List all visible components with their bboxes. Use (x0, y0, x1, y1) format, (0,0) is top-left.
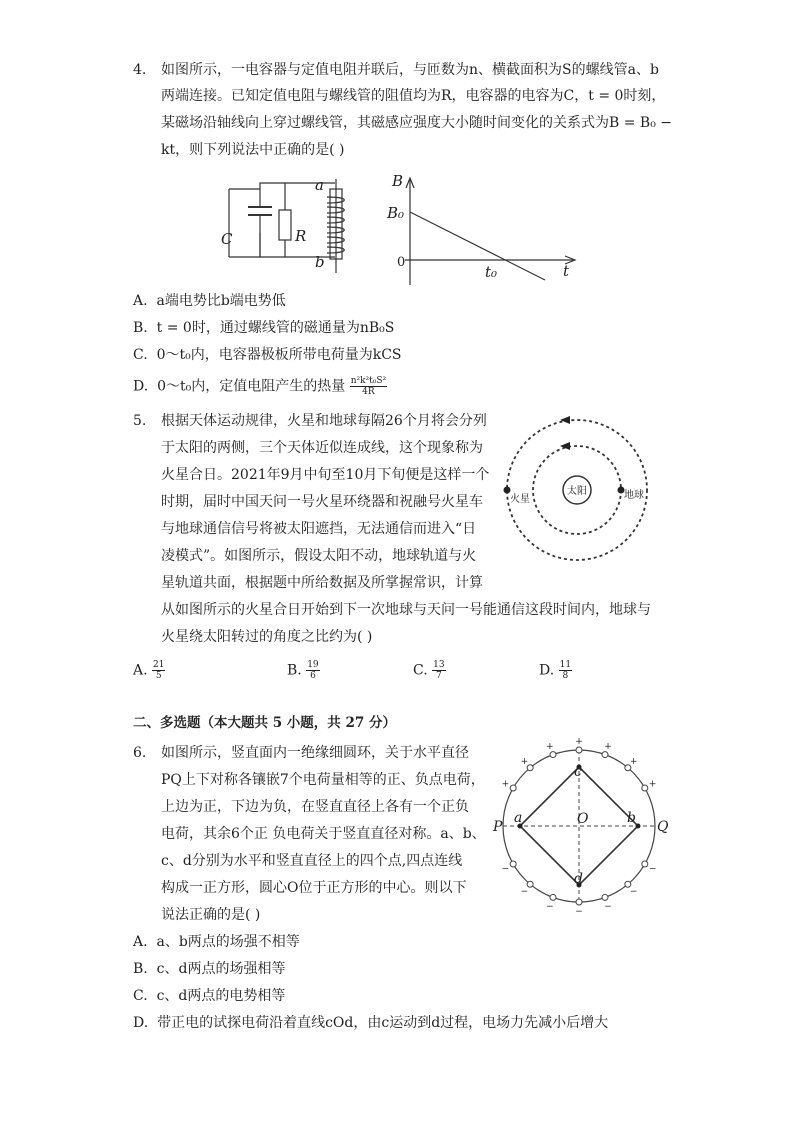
point-charge (576, 899, 582, 905)
fraction-denominator: 5 (155, 671, 162, 681)
fraction-numerator: 21 (153, 660, 165, 670)
plus-sign: + (501, 779, 510, 790)
question-text-line: 根据天体运动规律，火星和地球每隔26个月将会分列 (161, 413, 487, 429)
question-text-line: 如图所示，一电容器与定值电阻并联后，与匝数为n、横截面积为S的螺线管a、b (161, 62, 659, 78)
axis-label-t: t (563, 262, 570, 280)
label-b: b (627, 810, 636, 826)
question-text-line: 两端连接。已知定值电阻与螺线管的阻值均为R，电容器的电容为C，t = 0时刻， (161, 88, 666, 104)
earth-label: 地球 (624, 490, 644, 501)
question-text-line: 如图所示，竖直面内一绝缘细圆环，关于水平直径 (161, 745, 469, 761)
label-t0: t₀ (485, 263, 498, 281)
mars-label: 火星 (510, 494, 530, 505)
option-text: c、d两点的场强相等 (156, 961, 286, 977)
option-label: A. (133, 934, 148, 950)
fraction (559, 660, 572, 681)
option-label: B. (133, 961, 148, 977)
option-label: C. (133, 988, 148, 1004)
plus-sign: + (546, 742, 554, 753)
point-charge (602, 752, 608, 758)
option-A (133, 933, 300, 951)
label-R: R (295, 227, 307, 245)
option-A (133, 292, 286, 310)
question-text-line: 电荷，其余6个正 负电荷关于竖直直径对称。a、b、 (161, 826, 486, 842)
plus-sign: + (629, 756, 638, 767)
label-O: O (577, 811, 589, 827)
orbit-arrow-icon (560, 416, 570, 424)
option-label: B. (287, 662, 302, 679)
option-text: 带正电的试探电荷沿着直线cOd，由c运动到d过程，电场力先减小后增大 (157, 1015, 609, 1031)
question-text-line: 火星合日。2021年9月中旬至10月下旬便是这样一个 (161, 467, 490, 483)
option-C (133, 987, 285, 1005)
minus-sign: − (629, 887, 638, 898)
fraction-numerator: 19 (307, 660, 319, 670)
charged-ring-diagram (492, 737, 669, 917)
option-B (287, 660, 320, 681)
question-text-line: 与地球通信信号将被太阳遮挡，无法通信而进入“日 (161, 521, 477, 537)
point-charge (550, 752, 556, 758)
plus-sign: + (604, 742, 612, 753)
label-B0: B₀ (387, 204, 405, 222)
question-text-line: 上边为正，下边为负，在竖直直径上各有一个正负 (161, 799, 469, 815)
option-D (133, 376, 387, 397)
point-charge (576, 747, 582, 753)
option-text: t = 0时，通过螺线管的磁通量为nB₀S (156, 320, 395, 336)
label-C: C (221, 230, 233, 248)
circuit-diagram (215, 175, 360, 275)
minus-sign: − (501, 864, 510, 875)
fraction-numerator: 11 (559, 660, 572, 670)
option-label: D. (133, 378, 149, 395)
plus-sign: + (575, 737, 583, 747)
question-text-line: 星轨道共面，根据题中所给数据及所掌握常识，计算 (161, 575, 483, 591)
option-C (133, 346, 402, 364)
label-b: b (315, 253, 325, 271)
option-label: A. (133, 662, 148, 679)
option-D (133, 1014, 608, 1032)
fraction-denominator: 6 (310, 671, 316, 681)
question-text-line: 凌模式”。如图所示，假设太阳不动，地球轨道与火 (161, 548, 477, 564)
label-a: a (514, 810, 523, 826)
option-label: C. (133, 347, 148, 363)
point-charge (642, 785, 648, 791)
label-d: d (574, 871, 583, 887)
question-number: 5. (133, 413, 147, 429)
point-charge (510, 785, 516, 791)
question-number: 4. (133, 62, 147, 78)
minus-sign: − (520, 887, 529, 898)
label-Q: Q (657, 819, 669, 835)
point-charge (550, 894, 556, 900)
minus-sign: − (648, 864, 657, 875)
question-text-line: 从如图所示的火星合日开始到下一次地球与天问一号能通信这段时间内，地球与 (161, 602, 651, 618)
point-charge (642, 861, 648, 867)
option-label: A. (133, 293, 148, 309)
option-B (133, 319, 394, 337)
fraction-denominator: 8 (562, 671, 569, 681)
plus-sign: + (520, 756, 529, 767)
question-text-line: 构成一正方形，圆心O位于正方形的中心。则以下 (161, 880, 467, 896)
orbit-arrow-icon (560, 442, 570, 450)
option-label: D. (539, 662, 555, 679)
axis-label-B: B (392, 172, 404, 190)
point-charge (510, 861, 516, 867)
point-charge (602, 894, 608, 900)
plus-sign: + (648, 779, 657, 790)
question-text-line: 某磁场沿轴线向上穿过螺线管，其磁感应强度大小随时间变化的关系式为B = B₀ − (161, 115, 672, 131)
fraction-numerator: n²k²t₀S² (350, 376, 387, 386)
fraction-numerator: 13 (433, 660, 445, 670)
option-text: 0～t₀内，电容器极板所带电荷量为kCS (156, 347, 402, 363)
question-text-line: c、d分别为水平和竖直直径上的四个点,四点连线 (161, 853, 463, 869)
sun-label: 太阳 (567, 486, 587, 497)
label-origin: 0 (397, 255, 406, 270)
question-text-line: 说法正确的是( ) (161, 907, 261, 923)
fraction (306, 660, 319, 681)
question-text-line: 火星绕太阳转过的角度之比约为( ) (161, 629, 373, 645)
option-label: D. (133, 1015, 149, 1031)
minus-sign: − (604, 901, 612, 912)
mars-icon (504, 487, 511, 494)
fraction (432, 660, 445, 681)
option-label: B. (133, 320, 148, 336)
minus-sign: − (546, 901, 554, 912)
fraction-denominator: 7 (435, 671, 442, 681)
question-text-line: kt，则下列说法中正确的是( ) (161, 142, 345, 158)
b-t-graph (385, 170, 585, 290)
label-a: a (315, 176, 324, 194)
question-number: 6. (133, 745, 147, 761)
option-text: a、b两点的场强不相等 (156, 934, 300, 950)
orbit-diagram (500, 410, 660, 575)
option-D (539, 660, 572, 681)
option-text: a端电势比b端电势低 (156, 293, 286, 309)
option-A (133, 660, 165, 681)
option-C (413, 660, 446, 681)
fraction (350, 376, 387, 397)
fraction (152, 660, 165, 681)
option-text: 0～t₀内，定值电阻产生的热量 (157, 378, 346, 395)
question-text-line: 于太阳的两侧，三个天体近似连成线，这个现象称为 (161, 440, 483, 456)
question-text-line: PQ上下对称各镶嵌7个电荷量相等的正、负点电荷， (161, 772, 485, 788)
label-P: P (493, 819, 503, 835)
question-text-line: 时期，届时中国天问一号火星环绕器和祝融号火星车 (161, 494, 483, 510)
option-B (133, 960, 285, 978)
label-c: c (574, 764, 582, 780)
option-label: C. (413, 662, 428, 679)
option-text: c、d两点的电势相等 (156, 988, 286, 1004)
section-heading: 二、多选题（本大题共 5 小题，共 27 分） (133, 715, 396, 731)
minus-sign: − (575, 907, 583, 917)
fraction-denominator: 4R (362, 387, 375, 397)
